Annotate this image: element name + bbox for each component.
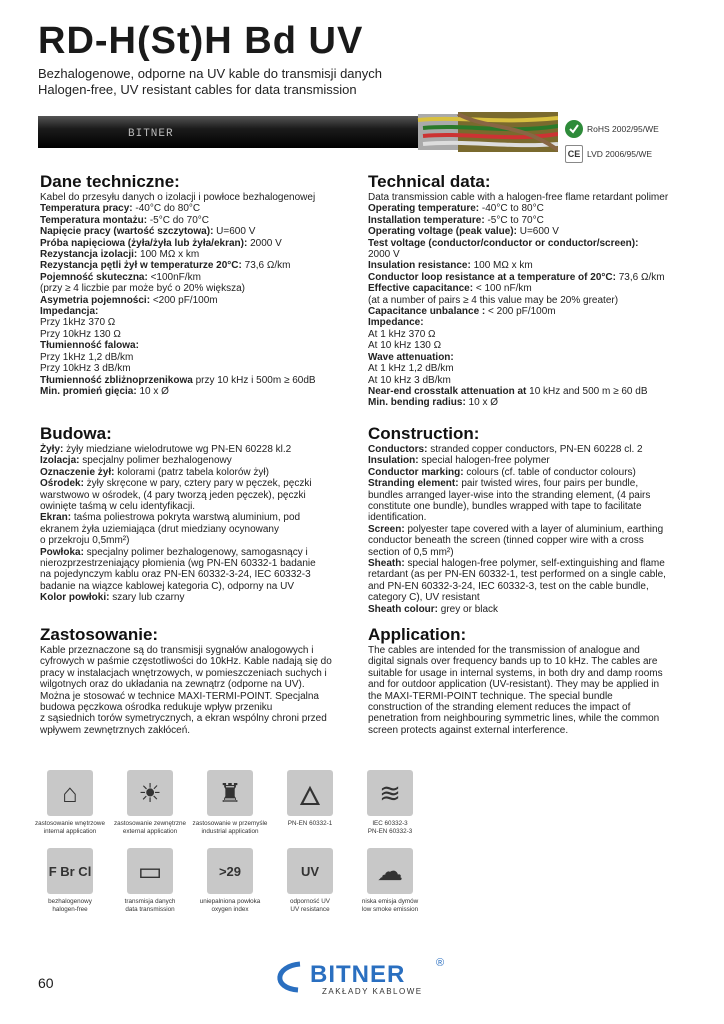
line-value: Przy 1kHz 370 Ω	[40, 317, 116, 329]
text-line	[40, 226, 340, 237]
text-line	[40, 467, 340, 478]
line-label: Insulation:	[368, 455, 419, 467]
cable-print: BITNER	[128, 128, 174, 140]
icon-row-2	[30, 848, 430, 913]
oxygen-index-icon	[207, 848, 253, 894]
text-line: digital signals over frequency bands up to 10 kHz. The cables are	[368, 656, 658, 668]
line-label: Ośrodek:	[40, 478, 84, 490]
text-line: Kable przeznaczone są do transmisji sygnałów analogowych i	[40, 645, 314, 656]
line-value: specjalny polimer bezhalogenowy, samogasnący i	[83, 546, 308, 558]
icon-label-line: industrial application	[201, 827, 259, 835]
line-value: <200 pF/100m	[150, 294, 218, 306]
text-line	[368, 604, 688, 615]
line-value: 10 x Ø	[136, 385, 169, 397]
line-label: Asymetria pojemności:	[40, 294, 151, 306]
icon-glyph: ⌂	[62, 777, 78, 808]
cert-rohs	[565, 120, 659, 138]
text-line	[40, 490, 340, 501]
line-label: Near-end crosstalk attenuation at	[368, 385, 527, 397]
text-line	[40, 306, 340, 317]
icon-glyph: ♜	[218, 777, 242, 808]
icon-row-1	[30, 770, 430, 835]
line-label: Impedance:	[368, 317, 424, 329]
icon-glyph: ▭	[137, 855, 163, 886]
line-label: Ekran:	[40, 512, 72, 524]
text-line	[368, 249, 688, 260]
text-line	[40, 249, 340, 260]
line-value: constitute one bundle), bundles wrapped with tape to facilitate	[368, 501, 642, 513]
subtitle-en: Halogen-free, UV resistant cables for data transmission	[38, 82, 357, 97]
text-line	[40, 558, 340, 569]
icon-label-line: internal application	[43, 827, 97, 835]
text-line	[40, 203, 340, 214]
section-construction	[368, 425, 688, 615]
logo-sub: ZAKŁADY KABLOWE	[322, 987, 423, 996]
line-value: -5°C do 70°C	[147, 214, 209, 226]
line-label: Installation temperature:	[368, 214, 485, 226]
feature-icon-item	[270, 848, 350, 913]
logo-brand: BITNER	[310, 961, 406, 988]
icon-text: F Br Cl	[48, 863, 92, 879]
line-value: <100nF/km	[147, 271, 201, 283]
line-value: At 10 kHz 3 dB/km	[368, 374, 451, 386]
text-line	[368, 397, 688, 408]
line-value: -5°C to 70°C	[484, 214, 544, 226]
text-line	[40, 192, 340, 203]
text-line	[40, 283, 340, 294]
line-value: badanie na wiązce kablowej kategoria C), odporny na UV	[40, 580, 295, 592]
icon-text: UV	[300, 863, 320, 879]
text-line	[368, 317, 688, 328]
text-line	[368, 192, 688, 203]
text-line: construction of the stranding element reduces the impact of	[368, 702, 631, 714]
line-label: Temperatura montażu:	[40, 214, 148, 226]
text-line	[368, 340, 688, 351]
text-line	[40, 444, 340, 455]
text-line	[368, 490, 688, 501]
icon-label-line: UV resistance	[290, 905, 330, 913]
text-line	[368, 352, 688, 363]
smoke-icon	[367, 848, 413, 894]
text-line	[40, 592, 340, 603]
section-application	[368, 626, 688, 736]
text-line	[368, 455, 688, 466]
house-icon	[47, 770, 93, 816]
subtitle-pl: Bezhalogenowe, odporne na UV kable do transmisji danych	[38, 66, 382, 81]
text-line	[368, 283, 688, 294]
line-value: < 100 nF/km	[473, 283, 532, 295]
line-value: szary lub czarny	[109, 592, 185, 604]
line-value: At 10 kHz 130 Ω	[368, 340, 442, 352]
text-line: cyfrowych w paśmie częstotliwości do 10kHz. Kable nadają się do	[40, 656, 332, 668]
line-value: special halogen-free polymer	[418, 455, 550, 467]
feature-icon-item	[190, 770, 270, 835]
text-line	[368, 329, 688, 340]
section-title: Technical data:	[368, 172, 491, 191]
line-value: special halogen-free polymer, self-extinguishing and flame	[404, 558, 665, 570]
text-line	[40, 215, 340, 226]
feature-icon-item	[270, 770, 350, 835]
line-label: Impedancja:	[40, 306, 99, 318]
text-line: wilgotnych oraz do układania na zewnątrz (odporne na UV).	[40, 679, 305, 691]
text-line	[40, 352, 340, 363]
section-title: Budowa:	[40, 424, 112, 443]
line-value: żyły skręcone w pary, cztery pary w pęczek, pęczki	[83, 478, 312, 490]
cert-label: RoHS 2002/95/WE	[587, 124, 659, 134]
line-label: Temperatura pracy:	[40, 203, 133, 215]
text-line: The cables are intended for the transmission of analogue and	[368, 645, 640, 656]
line-value: < 200 pF/100m	[485, 306, 556, 318]
outdoor-sun-icon	[127, 770, 173, 816]
text-line: penetration from neighbouring symmetric lines, while the common	[368, 713, 660, 725]
uv-icon	[287, 848, 333, 894]
line-label: Powłoka:	[40, 546, 84, 558]
line-value: U=600 V	[516, 226, 559, 238]
text-line	[368, 467, 688, 478]
line-value: warstwowo w ośrodek, (4 pary tworzą jeden pęczek), pęczki	[40, 489, 306, 501]
line-value: polyester tape covered with a layer of aluminium, earthing	[404, 523, 664, 535]
cable-image	[38, 110, 558, 154]
line-value: category C), UV resistant	[368, 592, 480, 604]
line-value: bundles arranged layer-wise into the stranding element, (4 pairs	[368, 489, 651, 501]
icon-label-line: external application	[122, 827, 178, 835]
feature-icon-item	[190, 848, 270, 913]
industrial-tower-icon	[207, 770, 253, 816]
icon-label-line: low smoke emission	[361, 905, 419, 913]
text-line	[368, 444, 688, 455]
text-line	[40, 340, 340, 351]
text-line	[368, 226, 688, 237]
line-label: Conductor marking:	[368, 466, 464, 478]
line-label: Napięcie pracy (wartość szczytowa):	[40, 226, 214, 238]
line-label: Tłumienność zbliżnoprzenikowa	[40, 374, 193, 386]
text-line	[40, 569, 340, 580]
icon-label	[114, 820, 186, 835]
text-line	[368, 592, 688, 603]
line-value: nierozprzestrzeniający płomienia (wg PN-EN 60332-1 badanie	[40, 558, 316, 570]
text-line	[368, 363, 688, 374]
icon-label-line: data transmission	[125, 905, 175, 913]
feature-icon-item	[350, 848, 430, 913]
section-title: Dane techniczne:	[40, 172, 180, 191]
icon-label	[125, 898, 176, 913]
line-value: 10 kHz and 500 m ≥ 60 dB	[526, 385, 648, 397]
line-value: At 1 kHz 370 Ω	[368, 328, 436, 340]
feature-icon-item	[30, 848, 110, 913]
line-value: -40°C do 80°C	[132, 203, 201, 215]
line-value: Przy 1kHz 1,2 dB/km	[40, 351, 134, 363]
line-value: identification.	[368, 512, 427, 524]
line-label: Próba napięciowa (żyła/żyła lub żyła/ekran):	[40, 237, 248, 249]
icon-label-line: odporność UV	[290, 898, 330, 905]
logo-reg: ®	[436, 957, 445, 969]
text-line	[40, 535, 340, 546]
line-label: Conductors:	[368, 444, 428, 455]
line-label: Wave attenuation:	[368, 351, 454, 363]
line-value: stranded copper conductors, PN-EN 60228 cl. 2	[427, 444, 643, 455]
cert-label: LVD 2006/95/WE	[587, 149, 653, 159]
text-line	[40, 272, 340, 283]
line-label: Screen:	[368, 523, 405, 535]
icon-label-line: PN-EN 60332-1	[287, 820, 333, 827]
icon-label-line: zastosowanie w przemyśle	[192, 820, 268, 827]
text-line	[368, 558, 688, 569]
icon-label-line: bezhalogenowy	[48, 898, 92, 905]
line-value: Data transmission cable with a halogen-free flame retardant polimer	[368, 192, 669, 203]
line-value: retardant (as per PN-EN 60332-1, test performed on a single cable,	[368, 569, 666, 581]
line-value: (przy ≥ 4 liczbie par może być o 20% większa)	[40, 283, 246, 295]
bundle-flame-icon	[367, 770, 413, 816]
icon-label	[193, 820, 268, 835]
halogen-free-icon	[47, 848, 93, 894]
text-line	[40, 317, 340, 328]
icon-label	[288, 820, 332, 828]
text-line	[40, 581, 340, 592]
icon-glyph: 🜂	[298, 780, 322, 811]
line-value: grey or black	[438, 603, 499, 615]
line-value: Przy 10kHz 130 Ω	[40, 328, 121, 340]
text-line	[368, 512, 688, 523]
line-label: Oznaczenie żył:	[40, 466, 115, 478]
bitner-logo	[270, 952, 450, 1002]
line-label: Sheath colour:	[368, 603, 439, 615]
text-line	[368, 478, 688, 489]
text-line	[40, 375, 340, 386]
text-line	[368, 569, 688, 580]
text-line: the MAXI-TERMI-POINT technique. The special bundle	[368, 690, 613, 702]
text-line: budowa pęczkowa ośrodka redukuje wpływ przeniku	[40, 702, 273, 714]
text-line	[40, 363, 340, 374]
text-line	[40, 455, 340, 466]
line-value: 100 MΩ x km	[137, 249, 200, 261]
text-line	[40, 329, 340, 340]
line-label: Tłumienność falowa:	[40, 340, 139, 352]
line-value: przy 10 kHz i 500m ≥ 60dB	[192, 374, 316, 386]
line-label: Żyły:	[40, 444, 64, 455]
line-value: U=600 V	[213, 226, 256, 238]
icon-label	[362, 898, 418, 913]
text-line	[40, 386, 340, 397]
text-line	[368, 306, 688, 317]
text-line	[40, 295, 340, 306]
line-value: 73,6 Ω/km	[241, 260, 291, 272]
line-value: -40°C to 80°C	[479, 203, 544, 215]
icon-label-line: zastosowanie zewnętrzne	[113, 820, 187, 827]
line-label: Rezystancja pętli żył w temperaturze 20°C:	[40, 260, 242, 272]
section-dane	[40, 173, 340, 397]
line-label: Rezystancja izolacji:	[40, 249, 138, 261]
text-line	[368, 375, 688, 386]
icon-label	[290, 898, 330, 913]
line-label: Min. promień gięcia:	[40, 385, 137, 397]
icon-label-line: transmisja danych	[124, 898, 176, 905]
line-label: Sheath:	[368, 558, 405, 570]
line-value: kolorami (patrz tabela kolorów żył)	[114, 466, 269, 478]
line-value: section of 0,5 mm²)	[368, 546, 454, 558]
line-value: 73,6 Ω/km	[615, 271, 665, 283]
text-line	[368, 260, 688, 271]
icon-label-line: halogen-free	[52, 905, 88, 913]
icon-glyph: ≋	[379, 777, 401, 808]
line-label: Test voltage (conductor/conductor or conductor/screen):	[368, 237, 639, 249]
section-budowa	[40, 425, 340, 604]
line-label: Capacitance unbalance :	[368, 306, 486, 318]
icon-label	[48, 898, 92, 913]
line-label: Stranding element:	[368, 478, 459, 490]
text-line	[368, 295, 688, 306]
line-value: na pojedynczym kablu oraz PN-EN 60332-3-24, IEC 60332-3	[40, 569, 311, 581]
line-value: conductor beneath the screen (tinned copper wire with a cross	[368, 535, 644, 547]
line-value: and PN-EN 60332-3-24, IEC 60332-3, test on the cable bundle,	[368, 580, 649, 592]
line-label: Kolor powłoki:	[40, 592, 110, 604]
line-value: Kabel do przesyłu danych o izolacji i powłoce bezhalogenowej	[40, 192, 316, 203]
text-line	[40, 260, 340, 271]
text-line	[40, 478, 340, 489]
icon-label	[368, 820, 412, 835]
line-value: 2000 V	[368, 249, 400, 261]
text-line: suitable for usage in internal systems, in both dry and damp rooms	[368, 667, 663, 679]
text-line	[368, 547, 688, 558]
line-value: 10 x Ø	[465, 397, 499, 409]
icon-label-line: PN-EN 60332-3	[367, 827, 413, 835]
section-title: Zastosowanie:	[40, 625, 159, 644]
line-value: colours (cf. table of conductor colours)	[463, 466, 636, 478]
text-line: Można je stosować w technice MAXI-TERMI-POINT. Specjalna	[40, 690, 319, 702]
icon-label	[35, 820, 105, 835]
monitor-icon	[127, 848, 173, 894]
section-title: Application:	[368, 625, 467, 644]
line-label: Insulation resistance:	[368, 260, 471, 272]
text-line	[368, 535, 688, 546]
text-line	[368, 581, 688, 592]
line-value: 2000 V	[247, 237, 282, 249]
line-label: Conductor loop resistance at a temperature of 20°C:	[368, 271, 616, 283]
text-line	[40, 524, 340, 535]
ce-icon: CE	[565, 145, 583, 163]
text-line	[368, 203, 688, 214]
line-value: ekranem żyła uziemiająca (drut miedziany ocynowany	[40, 523, 279, 535]
icon-label-line: IEC 60332-3	[372, 820, 408, 827]
feature-icon-item	[30, 770, 110, 835]
icon-glyph: ☀	[138, 777, 162, 808]
line-value: specjalny polimer bezhalogenowy	[79, 455, 232, 467]
text-line	[40, 238, 340, 249]
text-line	[40, 547, 340, 558]
line-value: 100 MΩ x km	[470, 260, 533, 272]
line-value: o przekroju 0,5mm²)	[40, 535, 130, 547]
text-line	[40, 501, 340, 512]
feature-icon-item	[110, 848, 190, 913]
icon-label-line: niska emisja dymów	[361, 898, 419, 905]
line-value: taśma poliestrowa pokryta warstwą aluminium, pod	[71, 512, 301, 524]
text-line	[368, 524, 688, 535]
icon-text: >29	[218, 863, 242, 879]
flame-retardant-icon	[287, 770, 333, 816]
feature-icon-item	[110, 770, 190, 835]
line-label: Operating voltage (peak value):	[368, 226, 517, 238]
text-line	[368, 238, 688, 249]
line-label: Min. bending radius:	[368, 397, 466, 409]
line-label: Operating temperature:	[368, 203, 480, 215]
text-line: pracy w instalacjach wnętrzowych, w pomieszczeniach suchych i	[40, 667, 327, 679]
icon-label-line: oxygen index	[211, 905, 249, 913]
icon-label-line: uniepalniona powłoka	[199, 898, 261, 905]
text-line: screen protects against external interference.	[368, 724, 569, 736]
text-line	[368, 215, 688, 226]
feature-icon-item	[350, 770, 430, 835]
line-value: pair twisted wires, four pairs per bundle,	[458, 478, 639, 490]
cert-lvd	[565, 145, 652, 163]
text-line: z sąsiednich torów symetrycznych, a ekran wspólny chroni przed	[40, 713, 327, 725]
section-title: Construction:	[368, 424, 480, 443]
text-line	[368, 501, 688, 512]
icon-label-line: zastosowanie wnętrzowe	[34, 820, 105, 827]
page-number: 60	[38, 975, 54, 991]
line-label: Pojemność skuteczna:	[40, 271, 148, 283]
text-line	[40, 512, 340, 523]
page-title: RD-H(St)H Bd UV	[38, 20, 364, 62]
text-line: wpływem zewnętrznych zakłóceń.	[40, 724, 191, 736]
line-label: Effective capacitance:	[368, 283, 474, 295]
icon-glyph: ☁	[377, 855, 403, 886]
text-line	[368, 272, 688, 283]
text-line	[368, 386, 688, 397]
check-icon	[565, 120, 583, 138]
line-value: Przy 10kHz 3 dB/km	[40, 363, 131, 375]
icon-label	[200, 898, 261, 913]
section-zastosowanie	[40, 626, 340, 736]
line-value: owinięte taśmą w celu identyfikacji.	[40, 501, 196, 513]
text-line: and for outdoor application (UV-resistant). They may be applied in	[368, 679, 660, 691]
line-value: (at a number of pairs ≥ 4 this value may be 20% greater)	[368, 294, 619, 306]
section-tech	[368, 173, 688, 409]
line-label: Izolacja:	[40, 455, 80, 467]
line-value: żyły miedziane wielodrutowe wg PN-EN 60228 kl.2	[63, 444, 292, 455]
line-value: At 1 kHz 1,2 dB/km	[368, 363, 454, 375]
